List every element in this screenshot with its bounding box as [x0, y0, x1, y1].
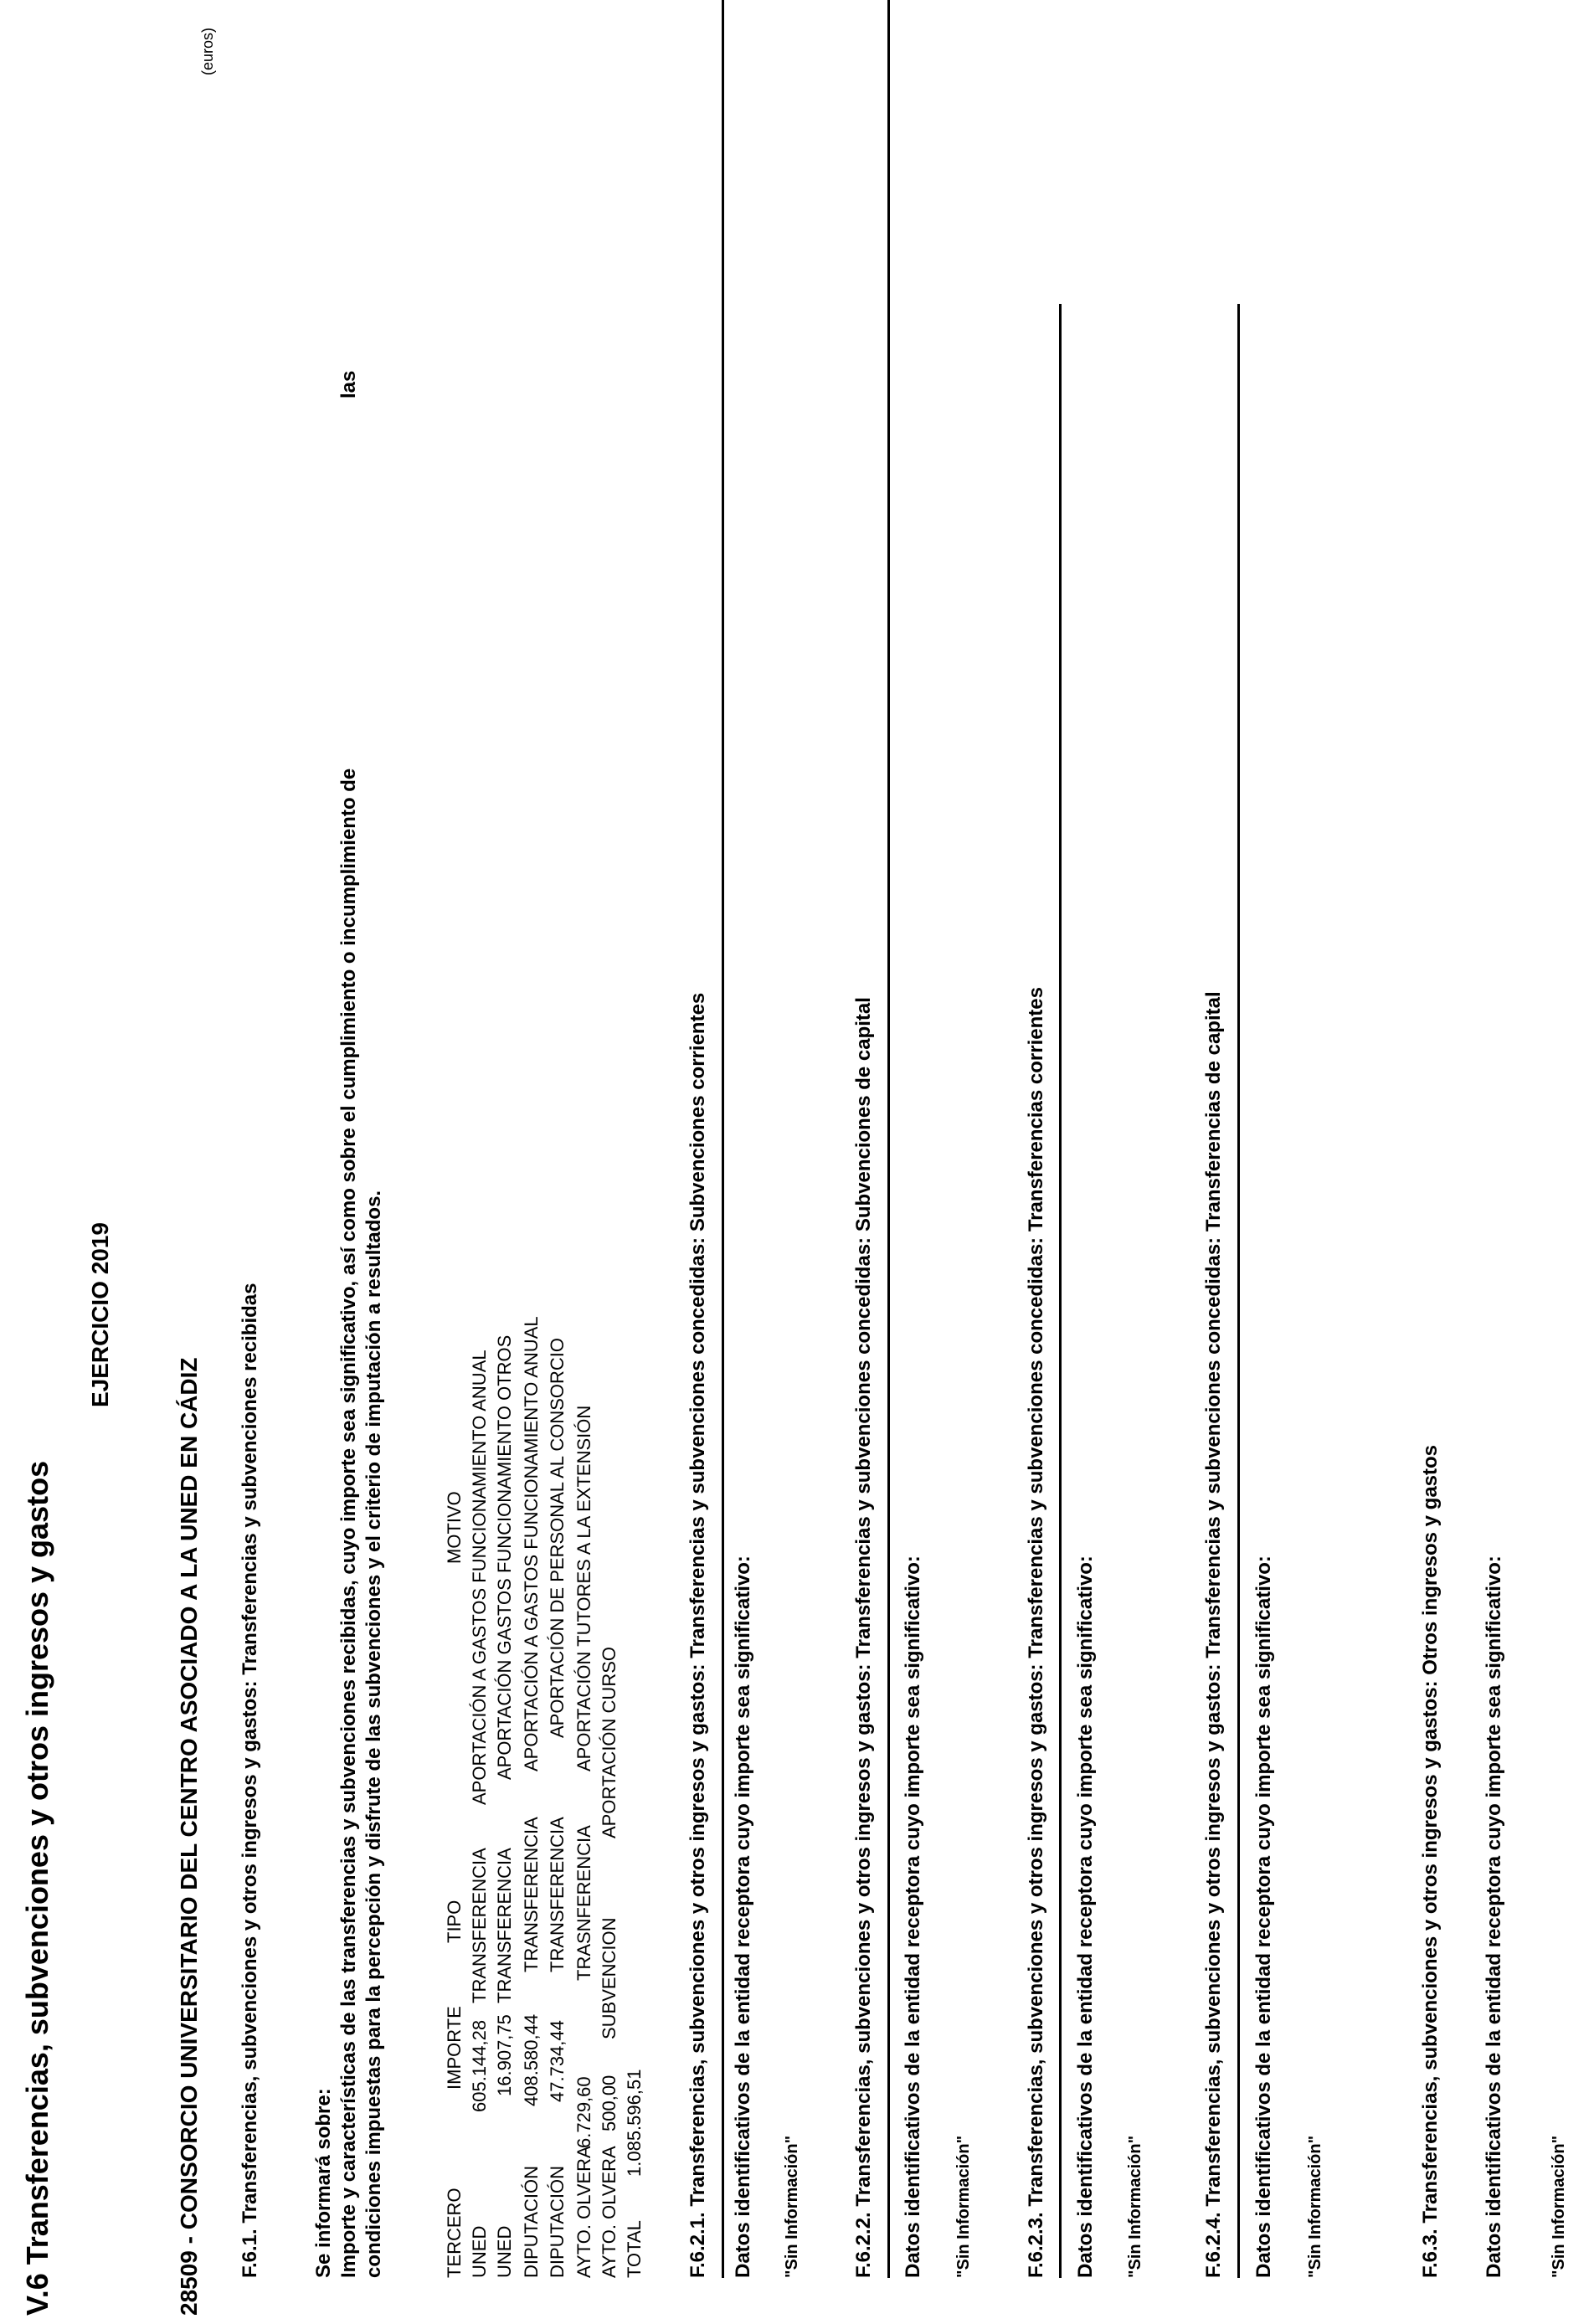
f623-divider [1059, 304, 1062, 2278]
f63-value: "Sin Información" [1550, 2135, 1568, 2278]
row-tercero: DIPUTACIÓN [547, 2165, 568, 2278]
f622-label: Datos identificativos de la entidad receptora cuyo importe sea significativo: [902, 1555, 924, 2278]
f622-divider [887, 0, 890, 2278]
f624-divider [1237, 304, 1240, 2278]
col-header-importe: IMPORTE [444, 2006, 465, 2090]
col-header-tercero: TERCERO [444, 2188, 465, 2278]
f623-value: "Sin Información" [1126, 2135, 1144, 2278]
total-value: 1.085.596,51 [624, 2069, 645, 2177]
row-tipo: TRANSFERENCIA [469, 1848, 490, 2003]
f621-heading: F.6.2.1. Transferencias, subvenciones y otros ingresos y gastos: Transferencias y subvenciones concedidas: Subvenciones corrientes [686, 992, 709, 2278]
row-tipo: TRANSFERENCIA [547, 1817, 568, 1972]
f63-heading: F.6.3. Transferencias, subvenciones y otros ingresos y gastos: Otros ingresos y gastos [1419, 1444, 1442, 2278]
f61-description-line1: Importe y características de las transferencias y subvenciones recibidas, cuyo importe sea significativo, así como sobre el cumplimiento o incumplimiento de [337, 768, 360, 2278]
row-tercero: UNED [469, 2225, 490, 2278]
f63-label: Datos identificativos de la entidad receptora cuyo importe sea significativo: [1483, 1555, 1505, 2278]
units-label: (euros) [199, 27, 216, 75]
row-importe: 408.580,44 [521, 2013, 542, 2106]
col-header-motivo: MOTIVO [444, 1491, 465, 1564]
row-importe: 16.907,75 [494, 2014, 515, 2096]
f621-label: Datos identificativos de la entidad receptora cuyo importe sea significativo: [732, 1555, 754, 2278]
row-motivo: APORTACIÓN DE PERSONAL AL CONSORCIO [547, 1338, 568, 1738]
row-motivo: APORTACIÓN TUTORES A LA EXTENSIÓN [573, 1405, 594, 1771]
fiscal-year: EJERCICIO 2019 [87, 1222, 113, 1407]
f61-description-line2: condiciones impuestas para la percepción y disfrute de las subvenciones y el criterio de imputación a resultados. [363, 1190, 385, 2278]
row-tipo: SUBVENCION [599, 1917, 620, 2039]
f621-value: "Sin Información" [783, 2135, 801, 2278]
f624-value: "Sin Información" [1306, 2135, 1324, 2278]
total-label: TOTAL [624, 2220, 645, 2278]
f623-heading: F.6.2.3. Transferencias, subvenciones y otros ingresos y gastos: Transferencias y subvenciones concedidas: Transferencias corrientes [1025, 987, 1047, 2278]
f623-label: Datos identificativos de la entidad receptora cuyo importe sea significativo: [1074, 1555, 1097, 2278]
row-importe: 47.734,44 [547, 2020, 568, 2102]
row-tercero: AYTO. OLVERA [573, 2146, 594, 2278]
row-importe: 605.144,28 [469, 2019, 490, 2112]
row-tipo: TRANSFERENCIA [521, 1817, 542, 1972]
row-tercero: AYTO. OLVERA [599, 2146, 620, 2278]
entity-name: 28509 - CONSORCIO UNIVERSITARIO DEL CENTRO ASOCIADO A LA UNED EN CÁDIZ [176, 1357, 202, 2316]
f622-heading: F.6.2.2. Transferencias, subvenciones y otros ingresos y gastos: Transferencias y subvenciones concedidas: Subvenciones de capital [852, 997, 875, 2278]
f61-description-line1-end: las [337, 370, 360, 398]
row-motivo: APORTACIÓN CURSO [599, 1647, 620, 1838]
row-importe: 6.729,60 [573, 2076, 594, 2148]
f622-value: "Sin Información" [954, 2135, 973, 2278]
row-importe: 500,00 [599, 2075, 620, 2131]
f624-heading: F.6.2.4. Transferencias, subvenciones y otros ingresos y gastos: Transferencias y subvenciones concedidas: Transferencias de capital [1202, 991, 1225, 2278]
row-tipo: TRASNFERENCIA [573, 1825, 594, 1981]
row-tipo: TRANSFERENCIA [494, 1848, 515, 2003]
f61-se-informara: Se informará sobre: [312, 2088, 335, 2278]
row-tercero: UNED [494, 2225, 515, 2278]
f624-label: Datos identificativos de la entidad receptora cuyo importe sea significativo: [1252, 1555, 1275, 2278]
row-tercero: DIPUTACIÓN [521, 2165, 542, 2278]
col-header-tipo: TIPO [444, 1900, 465, 1943]
page-title: V.6 Transferencias, subvenciones y otros ingresos y gastos [20, 1460, 54, 2316]
row-motivo: APORTACIÓN GASTOS FUNCIONAMIENTO OTROS [494, 1334, 515, 1780]
row-motivo: APORTACIÓN A GASTOS FUNCIONAMIENTO ANUAL [521, 1316, 542, 1771]
row-motivo: APORTACIÓN A GASTOS FUNCIONAMIENTO ANUAL [469, 1350, 490, 1805]
f61-heading: F.6.1. Transferencias, subvenciones y otros ingresos y gastos: Transferencias y subvenciones recibidas [239, 1283, 261, 2278]
f621-divider [722, 0, 724, 2278]
